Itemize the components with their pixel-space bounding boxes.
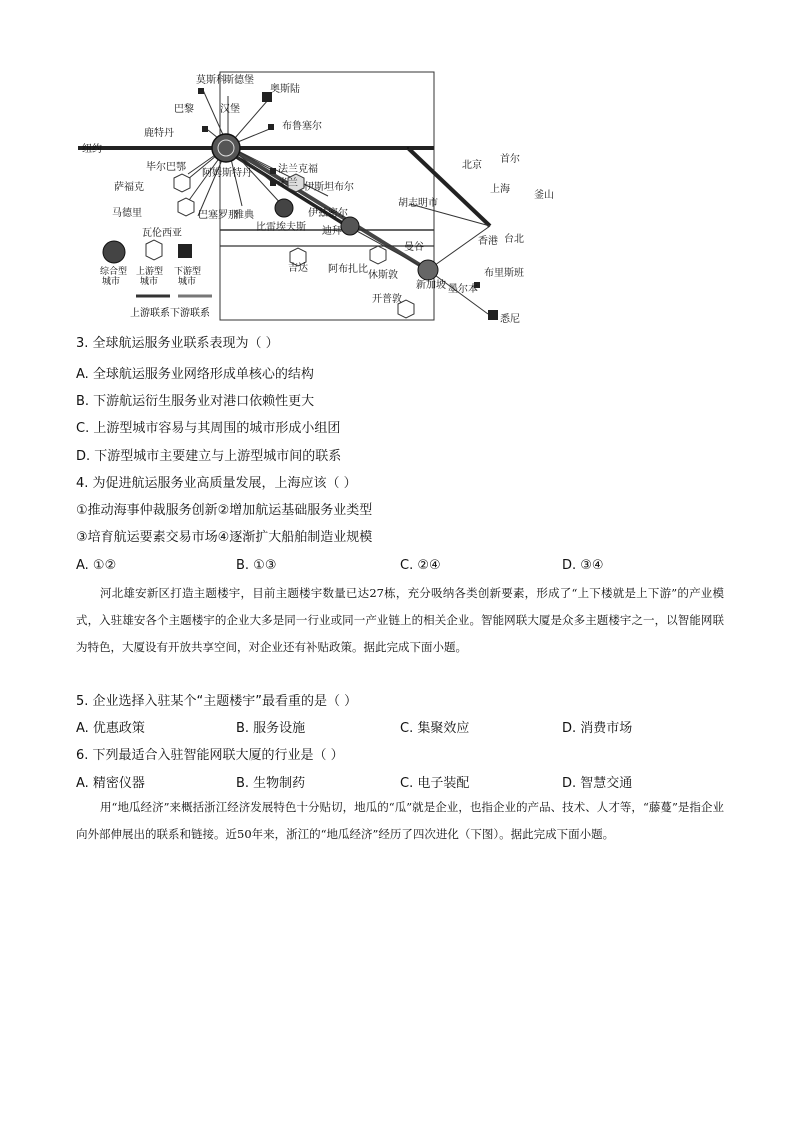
question-6-stem: 6. 下列最适合入驻智能网联大厦的行业是（ ） [76,748,344,763]
q4-statement-line-1: ①推动海事仲裁服务创新②增加航运基础服务业类型 [76,503,373,518]
svg-text:毕尔巴鄂: 毕尔巴鄂 [146,162,186,173]
svg-text:胡志明市: 胡志明市 [398,198,438,209]
svg-text:瓦伦西亚: 瓦伦西亚 [142,228,182,239]
q4-option-b: B. ①③ [236,558,277,573]
svg-text:布鲁塞尔: 布鲁塞尔 [282,121,322,132]
svg-text:墨尔本: 墨尔本 [448,284,478,295]
q4-options [76,558,736,574]
q5-options [76,721,736,737]
svg-text:伊斯坦布尔: 伊斯坦布尔 [304,182,354,193]
svg-text:悉尼: 悉尼 [500,314,520,325]
passage-xiongan: 河北雄安新区打造主题楼宇，目前主题楼宇数量已达27栋，充分吸纳各类创新要素，形成了“上下楼就是上下游”的产业模式，入驻雄安各个主题楼宇的企业大多是同一行业或同一产业链上的相关企业。智能网联大厦是众多主题楼宇之一，以智能网联为特色，大厦设有开放共享空间，对企业还有补贴政策。据此完成下面小题。 [76,586,724,654]
svg-text:上游型: 上游型 [136,267,164,277]
svg-text:城市: 城市 [102,277,121,287]
svg-text:香港: 香港 [478,236,498,247]
svg-text:马德里: 马德里 [112,208,142,219]
svg-text:鹿特丹: 鹿特丹 [144,128,174,139]
q4-statement-line-2: ③培育航运要素交易市场④逐渐扩大船舶制造业规模 [76,530,373,545]
q6-option-b: B. 生物制药 [236,776,306,791]
svg-text:阿布扎比: 阿布扎比 [328,264,368,275]
svg-text:首尔: 首尔 [500,154,520,165]
svg-text:台北: 台北 [504,234,524,245]
svg-text:休斯敦: 休斯敦 [368,270,398,281]
svg-text:迪拜: 迪拜 [322,226,342,237]
svg-text:新加坡: 新加坡 [416,280,446,291]
svg-text:上游联系下游联系: 上游联系下游联系 [130,308,210,319]
svg-text:综合型: 综合型 [100,267,128,277]
svg-text:吉达: 吉达 [288,263,308,274]
svg-text:比雷埃夫斯: 比雷埃夫斯 [256,222,306,233]
passage-digua-economy: 用“地瓜经济”来概括浙江经济发展特色十分贴切，地瓜的“瓜”就是企业，也指企业的产品、技术、人才等，“藤蔓”是指企业向外部伸展出的联系和链接。近50年来，浙江的“地瓜经济”经历了四次进化（下图）。据此完成下面小题。 [76,800,724,841]
q5-option-a: A. 优惠政策 [76,721,145,736]
question-5-stem: 5. 企业选择入驻某个“主题楼宇”最看重的是（ ） [76,694,358,709]
svg-text:莫斯科: 莫斯科 [196,75,226,86]
svg-text:釜山: 釜山 [534,190,554,201]
question-4-stem: 4. 为促进航运服务业高质量发展，上海应该（ ） [76,476,357,491]
svg-text:曼谷: 曼谷 [404,242,424,253]
svg-text:城市: 城市 [178,277,197,287]
question-3-stem: 3. 全球航运服务业联系表现为（ ） [76,336,279,351]
q3-option-d: D. 下游型城市主要建立与上游型城市间的联系 [76,449,342,464]
svg-text:米兰: 米兰 [278,178,298,189]
svg-text:法兰克福: 法兰克福 [278,164,318,175]
svg-text:斯德堡: 斯德堡 [224,75,254,86]
svg-text:下游型: 下游型 [174,267,202,277]
svg-text:巴塞罗那: 巴塞罗那 [198,210,238,221]
q6-options [76,776,736,792]
q3-option-a: A. 全球航运服务业网络形成单核心的结构 [76,367,314,382]
svg-text:伊兹密尔: 伊兹密尔 [308,208,348,219]
svg-text:雅典: 雅典 [234,210,254,221]
q5-option-c: C. 集聚效应 [400,721,470,736]
svg-text:上海: 上海 [490,184,510,195]
q6-option-c: C. 电子装配 [400,776,470,791]
q6-option-a: A. 精密仪器 [76,776,145,791]
q4-option-a: A. ①② [76,558,117,573]
q4-option-d: D. ③④ [562,558,604,573]
q5-option-d: D. 消费市场 [562,721,633,736]
q3-option-c: C. 上游型城市容易与其周围的城市形成小组团 [76,421,341,436]
svg-text:布里斯班: 布里斯班 [484,268,524,279]
svg-text:城市: 城市 [140,277,159,287]
svg-text:开普敦: 开普敦 [372,294,402,305]
q3-option-b: B. 下游航运衍生服务业对港口依赖性更大 [76,394,315,409]
svg-text:汉堡: 汉堡 [220,104,240,115]
svg-text:萨福克: 萨福克 [114,182,144,193]
q5-option-b: B. 服务设施 [236,721,306,736]
svg-text:巴黎: 巴黎 [174,104,194,115]
svg-text:纽约: 纽约 [82,144,102,155]
svg-text:北京: 北京 [462,160,482,171]
svg-text:奥斯陆: 奥斯陆 [270,84,300,95]
q6-option-d: D. 智慧交通 [562,776,633,791]
q4-option-c: C. ②④ [400,558,441,573]
shipping-network-map [78,66,554,328]
svg-text:阿姆斯特丹: 阿姆斯特丹 [202,168,252,179]
